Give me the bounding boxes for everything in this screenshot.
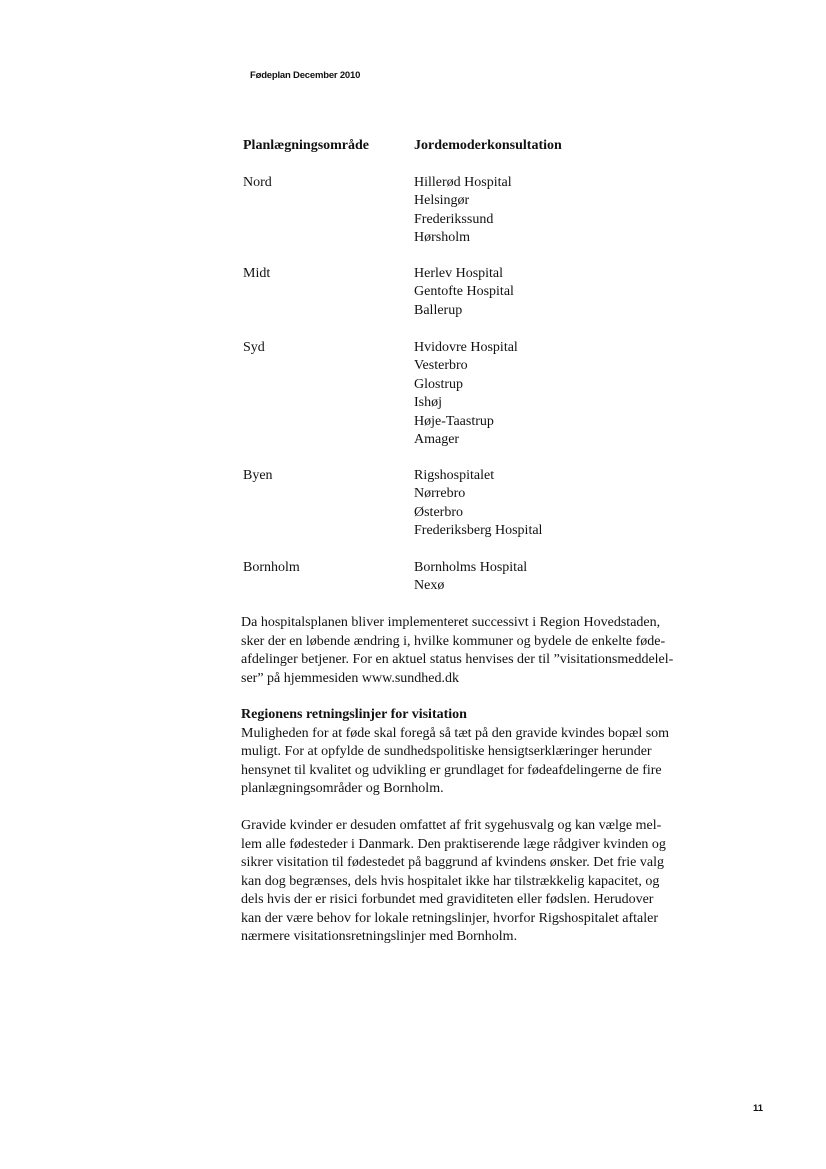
clinic-item: Østerbro [414,504,463,520]
clinic-item: Hillerød Hospital [414,175,512,190]
clinic-item: Nexø [414,578,445,594]
text-line: Muligheden for at føde skal foregå så tæt på den gravide kvindes bopæl som [241,725,670,741]
clinic-item: Hørsholm [414,230,470,246]
column-header-area: Planlægningsområde [243,138,370,153]
clinic-item: Ballerup [414,302,463,318]
text-line: nærmere visitationsretningslinjer med Bornholm. [241,929,518,944]
text-line: kan der være behov for lokale retningslinjer, hvorfor Rigshospitalet aftaler [241,910,658,926]
area-name: Syd [243,340,265,355]
text-line: Da hospitalsplanen bliver implementeret successivt i Region Hovedstaden, [241,615,661,630]
area-name: Byen [243,468,273,483]
running-header: Fødeplan December 2010 [250,70,361,81]
clinic-item: Vesterbro [414,358,468,374]
area-name: Midt [243,266,271,281]
text-line: planlægningsområder og Bornholm. [241,781,444,796]
text-line: ser” på hjemmesiden www.sundhed.dk [241,670,459,686]
page-number: 11 [753,1103,764,1114]
text-line: hensynet til kvalitet og udvikling er grundlaget for fødeafdelingerne de fire [241,762,662,778]
clinic-list [414,559,527,596]
text-line: sker der en løbende ændring i, hvilke kommuner og bydele de enkelte føde- [241,633,666,649]
clinic-item: Rigshospitalet [414,468,495,483]
clinic-item: Frederiksberg Hospital [414,523,543,539]
clinic-item: Nørrebro [414,486,466,502]
area-name: Bornholm [243,560,300,575]
free-choice-paragraph [241,817,691,947]
clinic-item: Høje-Taastrup [414,413,494,429]
text-line: lem alle fødesteder i Danmark. Den praktiserende læge rådgiver kvinden og [241,836,666,852]
clinic-item: Helsingør [414,193,470,209]
clinic-item: Herlev Hospital [414,266,504,281]
clinic-item: Amager [414,432,460,448]
clinic-item: Glostrup [414,376,463,392]
text-line: dels hvis der er risici forbundet med graviditeten eller fødslen. Herudover [241,892,654,907]
clinic-list [414,339,518,449]
visitation-section [241,706,691,799]
clinic-item: Hvidovre Hospital [414,340,518,355]
clinic-list [414,265,514,320]
clinic-item: Gentofte Hospital [414,284,514,300]
column-header-clinic: Jordemoderkonsultation [414,138,562,153]
text-line: Gravide kvinder er desuden omfattet af frit sygehusvalg og kan vælge mel- [241,818,662,833]
clinic-item: Ishøj [414,395,442,411]
clinic-item: Frederikssund [414,211,494,227]
clinic-item: Bornholms Hospital [414,560,528,575]
section-heading: Regionens retningslinjer for visitation [241,707,467,722]
text-line: sikrer visitation til fødestedet på baggrund af kvindens ønsker. Det frie valg [241,855,665,870]
area-name: Nord [243,175,272,190]
text-line: kan dog begrænses, dels hvis hospitalet ikke har tilstrækkelig kapacitet, og [241,873,660,889]
clinic-list [414,174,512,248]
clinic-list [414,467,542,541]
intro-paragraph [241,614,691,688]
text-line: muligt. For at opfylde de sundhedspolitiske hensigtserklæringer herunder [241,744,652,759]
text-line: afdelinger betjener. For en aktuel status henvises der til ”visitationsmeddelel- [241,652,674,667]
